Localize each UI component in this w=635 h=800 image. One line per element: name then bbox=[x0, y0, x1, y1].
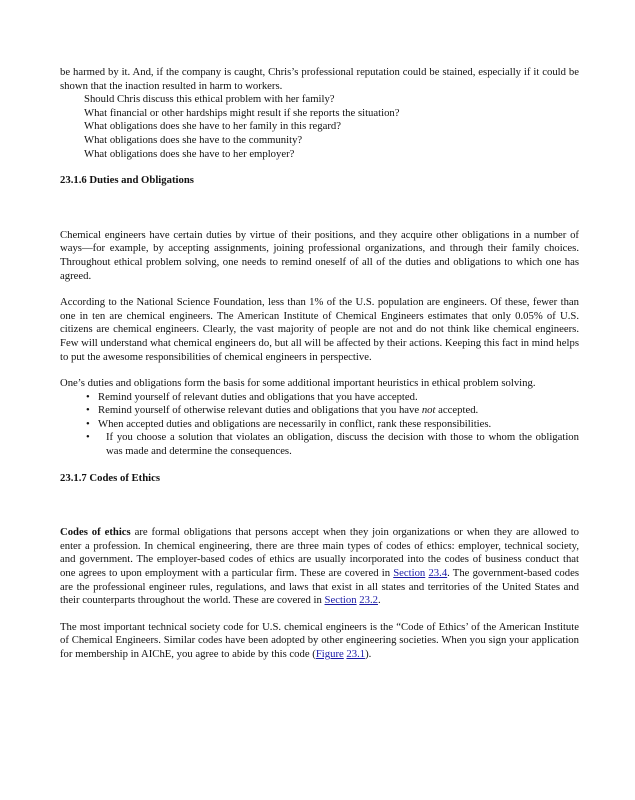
heuristics-list bbox=[60, 391, 579, 459]
section-link-word[interactable]: Section bbox=[324, 594, 357, 607]
figure-link-word[interactable]: Figure bbox=[315, 648, 344, 660]
intro-paragraph: be harmed by it. And, if the company is caught, Chris’s professional reputation could be stained, especially if it could be shown that the inaction resulted in harm to workers. bbox=[60, 66, 579, 92]
question-2: What financial or other hardships might result if she reports the situation? bbox=[84, 106, 400, 119]
codes-text-1c: . bbox=[377, 594, 381, 607]
question-5: What obligations does she have to her employer? bbox=[84, 147, 295, 160]
section-spacer bbox=[60, 485, 579, 526]
codes-text-2a: The most important technical society code for U.S. chemical engineers is the “Code of Ethics’ of the American Institute of Chemical Engineers. Similar codes have been adopted by other engineering societies. When you sign your application for membership in AIChE, you agree to abide by this code ( bbox=[60, 620, 579, 660]
codes-paragraph-1 bbox=[60, 526, 579, 608]
term-codes-of-ethics: Codes of ethics bbox=[60, 526, 131, 539]
question-1: Should Chris discuss this ethical problem with her family? bbox=[84, 93, 335, 106]
heuristic-item-2 bbox=[86, 404, 579, 418]
question-4: What obligations does she have to the community? bbox=[84, 133, 303, 146]
heuristic-text-1: Remind yourself of relevant duties and obligations that you have accepted. bbox=[98, 390, 418, 403]
section-spacer bbox=[60, 188, 579, 229]
question-3: What obligations does she have to her family in this regard? bbox=[84, 120, 342, 133]
duties-paragraph-2: According to the National Science Foundation, less than 1% of the U.S. population are engineers. Of these, fewer than one in ten are chemical engineers. The American Institute of Chemical Engineers estimates that only 0.05% of U.S. citizens are chemical engineers. Clearly, the vast majority of people are not and do not think like chemical engineers. Few will understand what chemical engineers do, but all will be affected by their actions. Keeping this fact in mind helps to put the awesome responsibilities of chemical engineers in perspective. bbox=[60, 296, 579, 363]
heuristic-text-2a: Remind yourself of otherwise relevant duties and obligations that you have bbox=[98, 404, 422, 417]
codes-text-2b: ). bbox=[365, 648, 372, 660]
codes-text-1a: are formal obligations that persons accept when they join organizations or when they are allowed to enter a profession. In chemical engineering, there are three main types of codes of ethics: employer, technical society, and government. The employer-based codes of ethics are usually incorporated into the codes of business conduct that one agrees to upon employment with a particular firm. These are covered in bbox=[60, 526, 580, 580]
heuristic-text-2b: accepted. bbox=[435, 404, 479, 417]
heuristic-text-4: If you choose a solution that violates an obligation, discuss the decision with those to whom the obligation was made and determine the consequences. bbox=[106, 431, 579, 458]
duties-paragraph-3: One’s duties and obligations form the basis for some additional important heuristics in ethical problem solving. bbox=[60, 377, 536, 390]
duties-paragraph-1: Chemical engineers have certain duties by virtue of their positions, and they acquire other obligations in a number of ways—for example, by accepting assignments, joining professional organizations, and through their family choices. Throughout ethical problem solving, one needs to remind oneself of all of the duties and obligations to which one has agreed. bbox=[60, 228, 579, 282]
section-23-4-link[interactable]: 23.4 bbox=[428, 567, 448, 580]
section-23-2-link[interactable]: 23.2 bbox=[359, 594, 378, 607]
section-heading-duties: 23.1.6 Duties and Obligations bbox=[60, 174, 194, 187]
codes-text-1b: . The government-based codes are the professional engineer rules, regulations, and laws that exist in all states and territories of the United States and their counterparts throughout the world. These are covered in bbox=[60, 567, 580, 607]
heuristic-emphasis: not bbox=[421, 404, 436, 417]
heuristic-text-3: When accepted duties and obligations are necessarily in conflict, rank these responsibilities. bbox=[98, 417, 492, 430]
figure-23-1-link[interactable]: 23.1 bbox=[346, 648, 366, 660]
codes-paragraph-2 bbox=[60, 621, 579, 662]
document-page bbox=[60, 66, 579, 662]
heuristic-item-4 bbox=[86, 431, 579, 458]
heuristic-item-3 bbox=[86, 418, 579, 432]
section-link-word[interactable]: Section bbox=[393, 567, 426, 580]
heuristic-item-1 bbox=[86, 391, 579, 405]
section-heading-codes: 23.1.7 Codes of Ethics bbox=[60, 471, 161, 484]
